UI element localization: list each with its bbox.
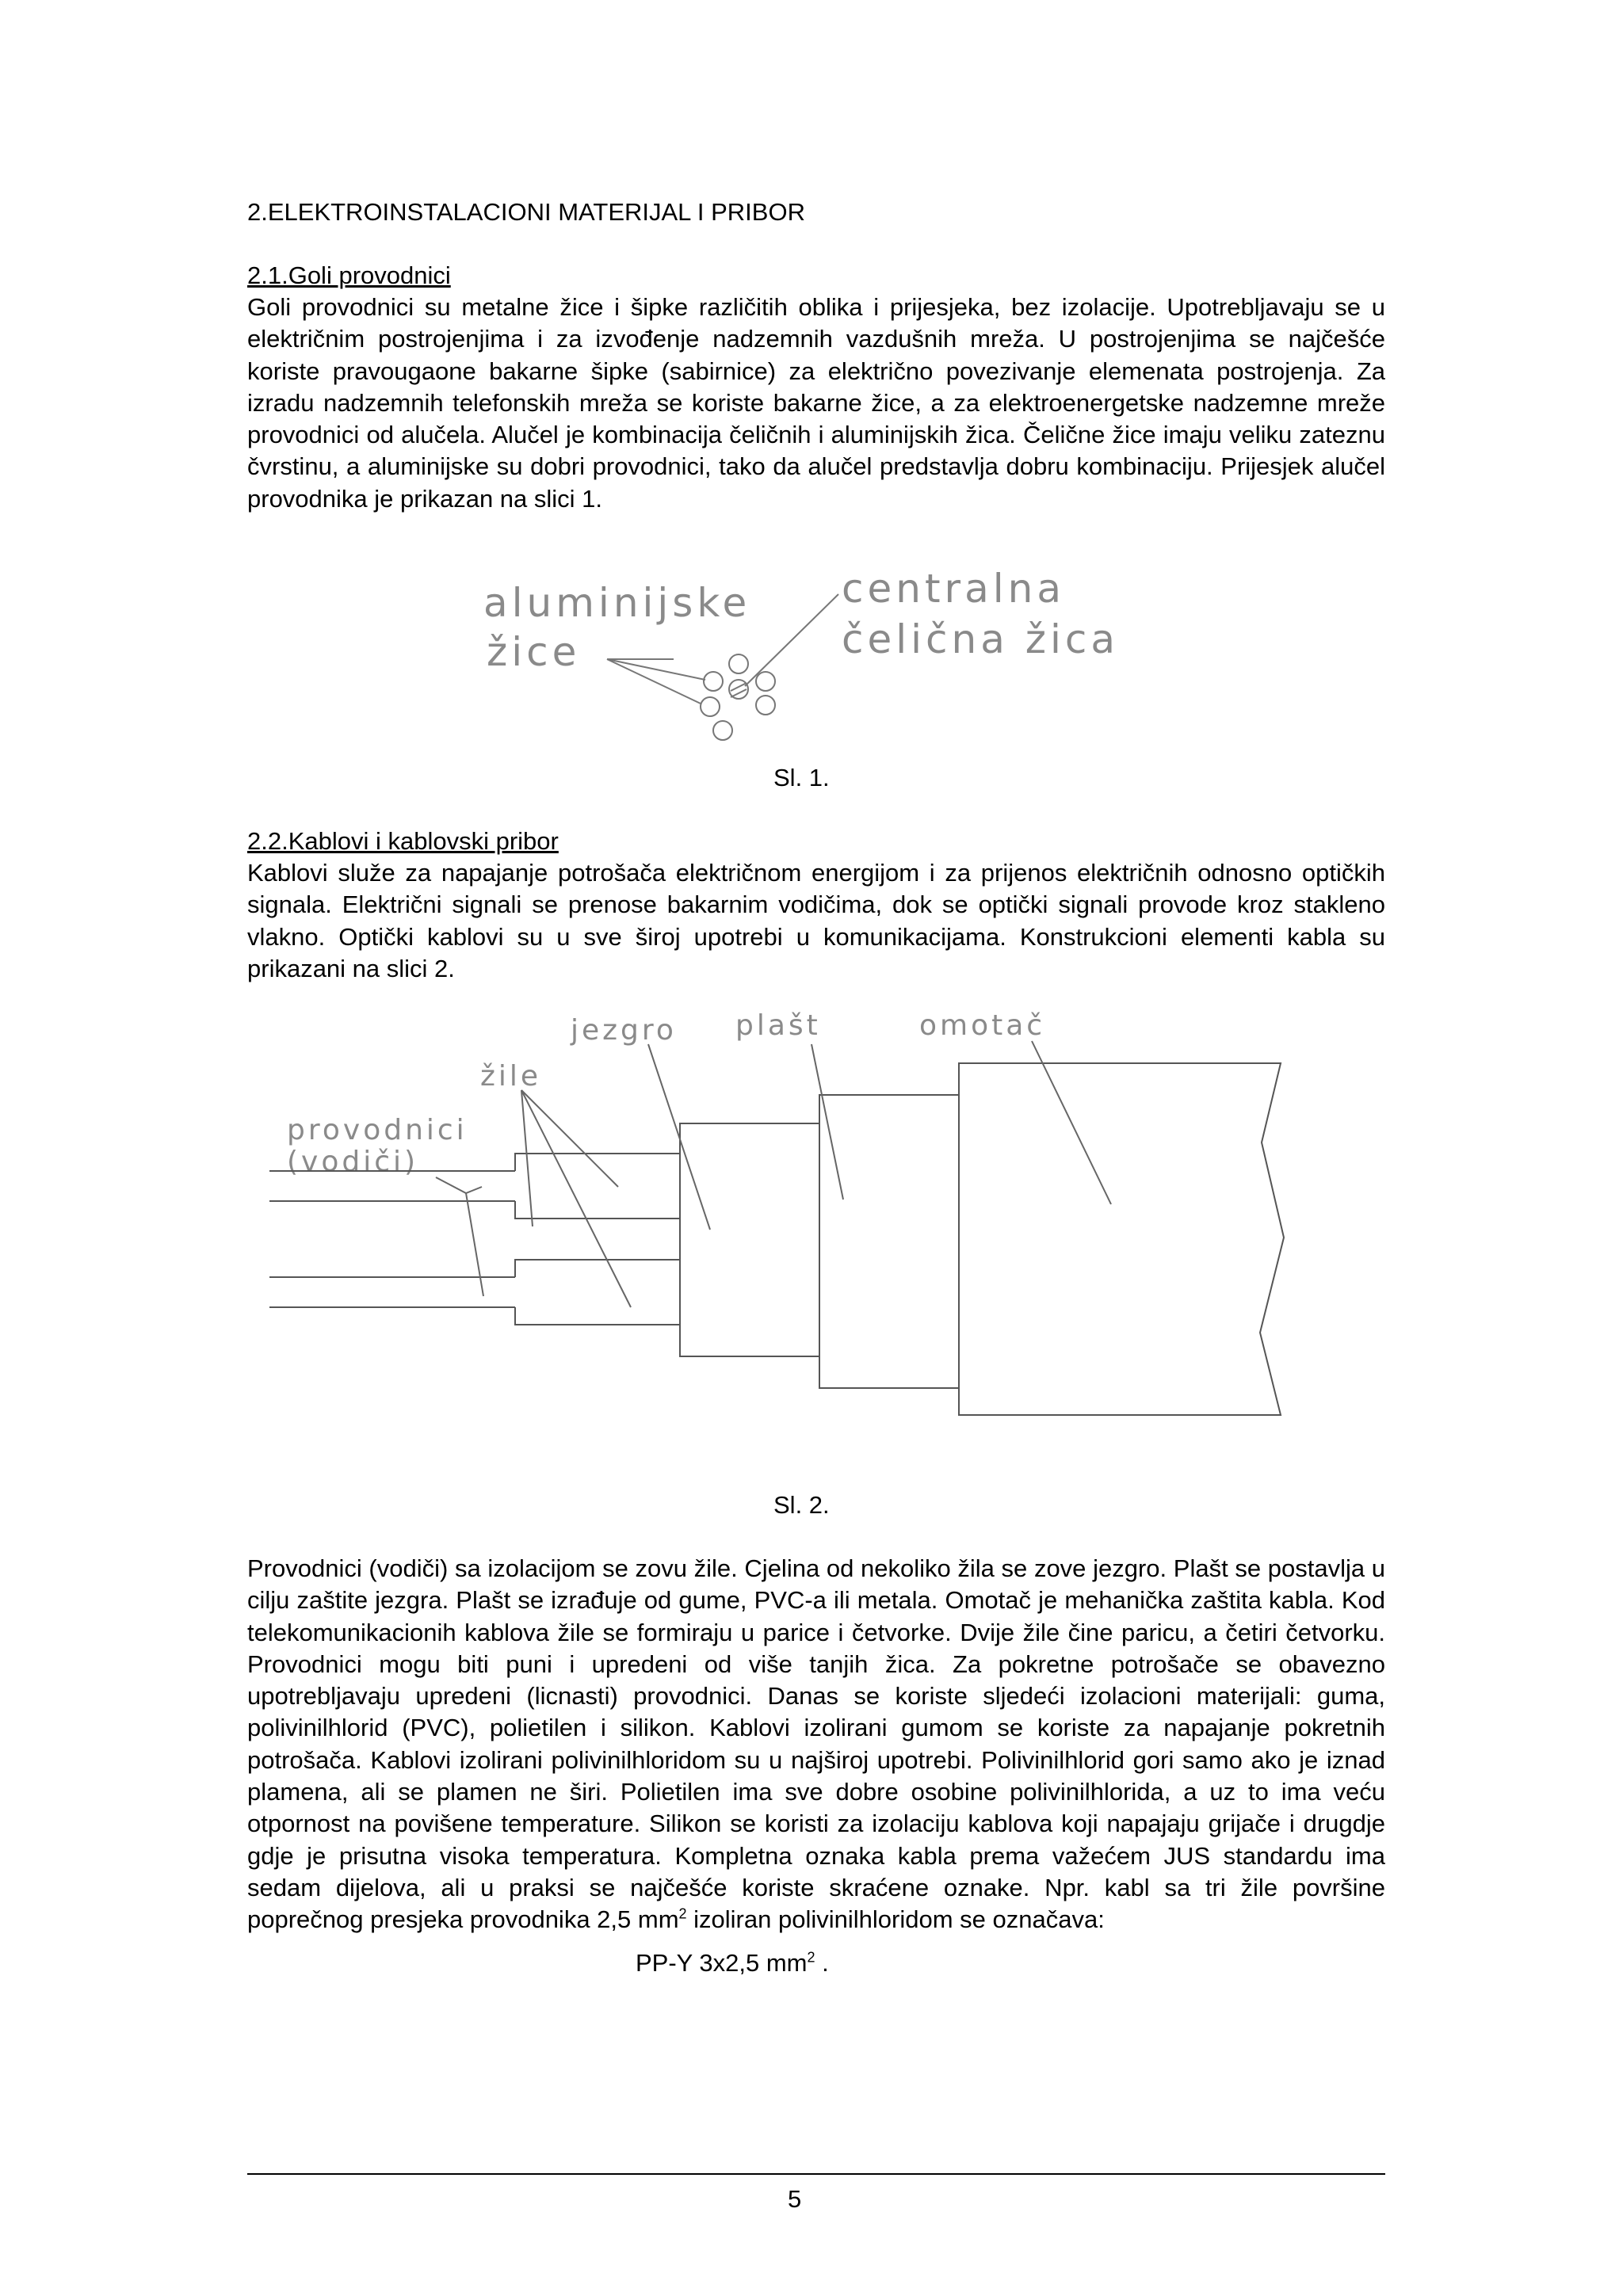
core-insulation-bottom xyxy=(515,1260,680,1325)
leader-provodnici-bottom xyxy=(466,1193,483,1296)
figure-1-caption: Sl. 1. xyxy=(773,764,830,791)
figure-1-conductor-cross-section xyxy=(475,566,1189,745)
chapter-heading: 2.ELEKTROINSTALACIONI MATERIJAL I PRIBOR xyxy=(247,198,805,226)
figure1-label-celicna-zica: čelična žica xyxy=(842,616,1120,662)
leader-plast xyxy=(812,1044,843,1199)
body-tail: izoliran polivinilhloridom se označava: xyxy=(686,1905,1105,1934)
figure1-label-centralna: centralna xyxy=(842,566,1065,612)
page-number: 5 xyxy=(788,2185,802,2213)
footer-rule xyxy=(247,2173,1385,2175)
steel-hatch xyxy=(731,683,747,697)
figure-2-cable-construction xyxy=(269,1003,1331,1478)
cable-designation-formula xyxy=(636,1947,829,1979)
strand-upper-left xyxy=(704,672,723,691)
figure1-label-aluminijske: aluminijske xyxy=(483,580,751,626)
figure2-label-vodici: (vodiči) xyxy=(287,1146,419,1178)
core-insulation-top xyxy=(515,1154,680,1219)
figure-2-caption: Sl. 2. xyxy=(773,1491,830,1519)
leader-omotac xyxy=(1032,1041,1111,1204)
figure2-label-provodnici: provodnici xyxy=(287,1114,468,1146)
formula-text: PP-Y 3x2,5 mm xyxy=(636,1949,808,1977)
formula-superscript: 2 xyxy=(807,1949,815,1966)
paragraph-zile-description xyxy=(247,1553,1385,1936)
strand-top xyxy=(729,654,748,673)
strand-upper-right xyxy=(756,672,775,691)
figure2-label-zile: žile xyxy=(480,1060,542,1093)
conductor-bottom xyxy=(269,1277,515,1307)
section-heading-kablovi: 2.2.Kablovi i kablovski pribor xyxy=(247,827,559,855)
figure2-label-omotac: omotač xyxy=(919,1009,1046,1042)
figure1-label-zice: žice xyxy=(487,629,581,675)
cable-jacket xyxy=(959,1063,1284,1415)
section-heading-goli-provodnici: 2.1.Goli provodnici xyxy=(247,261,451,289)
cable-sheath xyxy=(819,1095,959,1388)
formula-tail: . xyxy=(815,1949,829,1977)
paragraph-goli-provodnici: Goli provodnici su metalne žice i šipke različitih oblika i prijesjeka, bez izolacije. Upotrebljavaju se u električnim postrojenjima i za izvođenje nadzemnih vazdušnih mreža. U postrojenjima se najčešće koriste pravougaone bakarne šipke (sabirnice) za električno povezivanje elemenata postrojenja. Za izradu nadzemnih telefonskih mreža se koriste bakarne žice, a za elektroenergetske nadzemne mreže provodnici od alučela. Alučel je kombinacija čeličnih i aluminijskih žica. Čelične žice imaju veliku zateznu čvrstinu, a aluminijske su dobri provodnici, tako da alučel predstavlja dobru kombinaciju. Prijesjek alučel provodnika je prikazan na slici 1. xyxy=(247,293,1385,513)
strand-lower-left xyxy=(701,697,720,716)
cable-core xyxy=(680,1123,819,1356)
strand-bottom xyxy=(713,721,732,740)
leader-zile-3 xyxy=(521,1090,631,1307)
strand-lower-right xyxy=(756,696,775,715)
figure2-label-plast: plašt xyxy=(735,1009,821,1042)
body-text: Provodnici (vodiči) sa izolacijom se zovu žile. Cjelina od nekoliko žila se zove jezgro. Plašt se postavlja u cilju zaštite jezgra. Plašt se izrađuje od gume, PVC-a ili metala. Omotač je mehanička zaštita kabla. Kod telekomunikacionih kablova žile se formiraju u parice i četvorke. Dvije žile čine paricu, a četiri četvorku. Provodnici mogu biti puni i upredeni od više tanjih žica. Za pokretne potrošače se obavezno upotrebljavaju upredeni (licnasti) provodnici. Danas se koriste sljedeći izolacioni materijali: guma, polivinilhlorid (PVC), polietilen i silikon. Kablovi izolirani gumom se koriste za napajanje pokretnih potrošača. Kablovi izolirani polivinilhloridom su u najširoj upotrebi. Polivinilhlorid gori samo ako je iznad plamena, ali se plamen ne širi. Polietilen ima sve dobre osobine polivinilhlorida, a uz to ima veću otpornost na povišene temperature. Silikon se koristi za izolaciju kablova koji napajaju grijače i drugdje gdje je prisutna visoka temperatura. Kompletna oznaka kabla prema važećem JUS standardu ima sedam dijelova, ali u praksi se najčešće koriste skraćene oznake. Npr. kabl sa tri žile površine poprečnog presjeka provodnika 2,5 mm xyxy=(247,1554,1385,1934)
leader-provodnici-top xyxy=(436,1177,482,1193)
paragraph-kablovi: Kablovi služe za napajanje potrošača električnom energijom i za prijenos električnih odnosno optičkih signala. Električni signali se prenose bakarnim vodičima, dok se optički signali provode kroz stakleno vlakno. Optički kablovi su u sve širој upotrebi u komunikacijama. Konstrukcioni elementi kabla su prikazani na slici 2. xyxy=(247,859,1385,982)
leader-zile-2 xyxy=(521,1090,618,1187)
body-superscript: 2 xyxy=(678,1905,687,1922)
figure2-label-jezgro: jezgro xyxy=(571,1014,677,1047)
